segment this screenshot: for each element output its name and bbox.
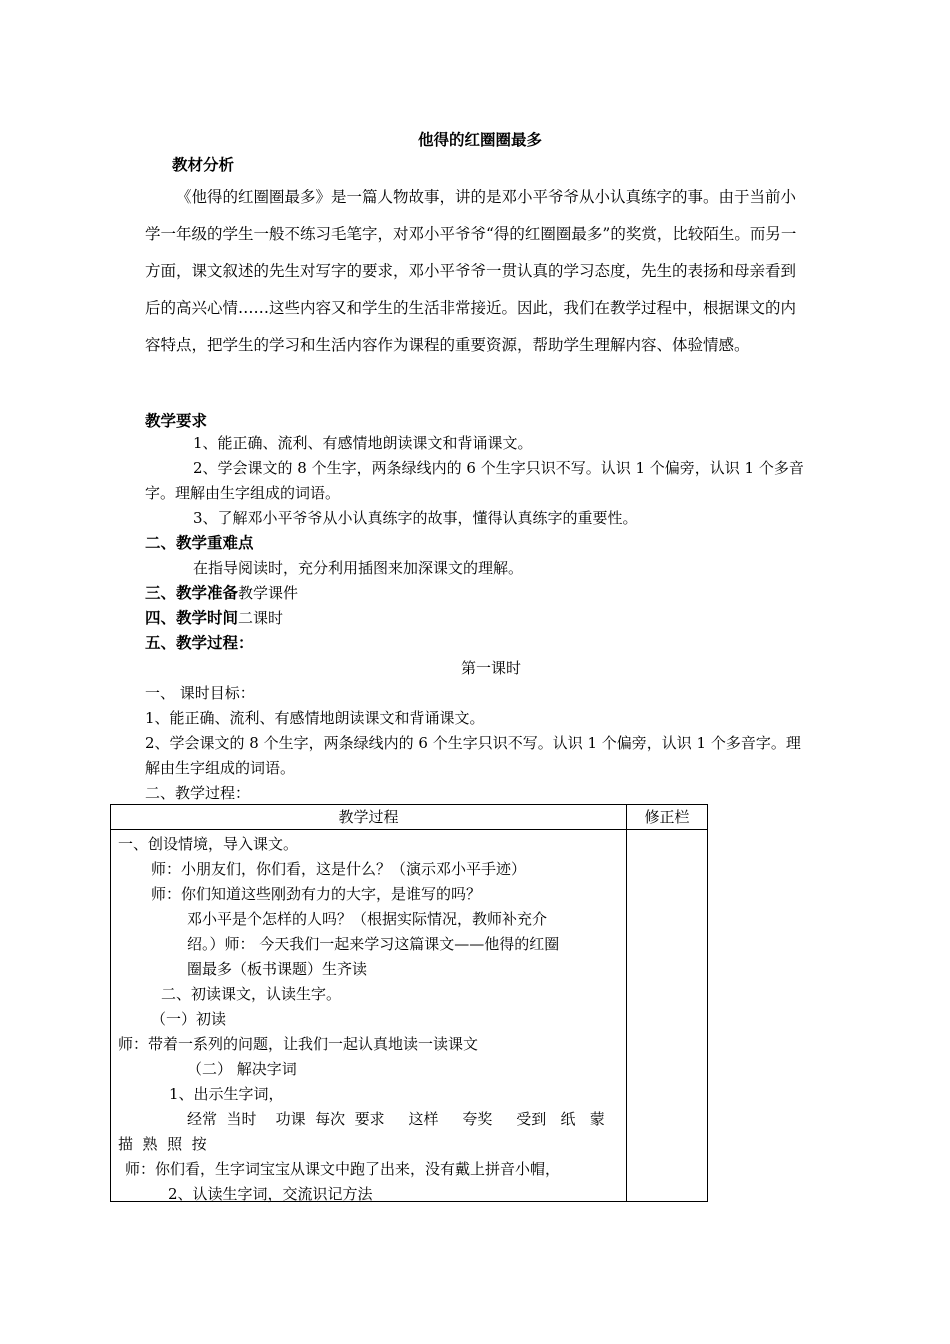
time-heading: 四、教学时间 [145, 609, 239, 627]
table-line: 圈最多（板书课题）生齐读 [187, 960, 368, 978]
lesson1-goal-1: 1、能正确、流利、有感情地朗读课文和背诵课文。 [145, 709, 485, 727]
table-line: 2、认读生字词，交流识记方法 [168, 1185, 373, 1203]
table-line: 1、出示生字词， [169, 1085, 284, 1103]
table-line: 经常 当时 功课 每次 要求 这样 夸奖 受到 纸 蒙 [187, 1110, 605, 1128]
table-line: 师：你们知道这些刚劲有力的大字，是谁写的吗？ [151, 885, 482, 903]
table-line: 师：你们看，生字词宝宝从课文中跑了出来，没有戴上拼音小帽， [125, 1160, 561, 1178]
table-header-process: 教学过程 [111, 805, 627, 830]
analysis-paragraph: 《他得的红圈圈最多》是一篇人物故事，讲的是邓小平爷爷从小认真练字的事。由于当前小学一年级的学生一般不练习毛笔字，对邓小平爷爷“得的红圈圈最多”的奖赏，比较陌生。而另一方面，课文叙述的先生对写字的要求，邓小平爷爷一贯认真的学习态度，先生的表扬和母亲看到后的高兴心情……这些内容又和学生的生活非常接近。因此，我们在教学过程中，根据课文的内容特点，把学生的学习和生活内容作为课程的重要资源，帮助学生理解内容、体验情感。 [145, 188, 797, 354]
lesson1-title: 第一课时 [461, 659, 522, 677]
doc-title: 他得的红圈圈最多 [418, 131, 543, 149]
lesson1-process-heading: 二、教学过程： [145, 784, 251, 802]
requirements-heading: 教学要求 [145, 412, 208, 430]
requirement-item-3: 3、了解邓小平爷爷从小认真练字的故事，懂得认真练字的重要性。 [193, 509, 638, 527]
table-line: 一、创设情境，导入课文。 [118, 835, 299, 853]
table-line: 二、初读课文，认读生字。 [161, 985, 342, 1003]
preparation-line [145, 581, 298, 606]
preparation-heading: 三、教学准备 [145, 584, 239, 602]
requirement-item-2: 2、学会课文的 8 个生字，两条绿线内的 6 个生字只识不写。认识 1 个偏旁，认识 1 个多音字。理解由生字组成的词语。 [145, 459, 804, 502]
lesson1-goals-heading: 一、 课时目标： [145, 684, 255, 702]
lesson1-goal-2: 2、学会课文的 8 个生字，两条绿线内的 6 个生字只识不写。认识 1 个偏旁，认识 1 个多音字。理解由生字组成的词语。 [145, 734, 801, 777]
table-line: 绍。）师： 今天我们一起来学习这篇课文——他得的红圈 [187, 935, 560, 953]
analysis-heading: 教材分析 [172, 156, 235, 174]
process-table [110, 804, 708, 1202]
table-line: 师：带着一系列的问题，让我们一起认真地读一读课文 [118, 1035, 479, 1053]
table-line: 描 熟 照 按 [118, 1135, 207, 1153]
table-header-revision: 修正栏 [627, 805, 708, 830]
table-line: （一）初读 [151, 1010, 227, 1028]
time-line [145, 606, 283, 631]
time-text: 二课时 [238, 609, 284, 627]
process-heading: 五、教学过程： [145, 634, 254, 652]
table-line: 师：小朋友们，你们看，这是什么？（演示邓小平手迹） [151, 860, 527, 878]
table-line: （二） 解决字词 [187, 1060, 297, 1078]
table-line: 邓小平是个怎样的人吗？（根据实际情况，教师补充介 [187, 910, 548, 928]
difficulty-heading: 二、教学重难点 [145, 534, 254, 552]
requirement-item-1: 1、能正确、流利、有感情地朗读课文和背诵课文。 [193, 434, 533, 452]
difficulty-text: 在指导阅读时，充分利用插图来加深课文的理解。 [193, 559, 524, 577]
revision-cell [627, 830, 708, 1202]
process-cell [111, 830, 627, 1202]
preparation-text: 教学课件 [238, 584, 299, 602]
